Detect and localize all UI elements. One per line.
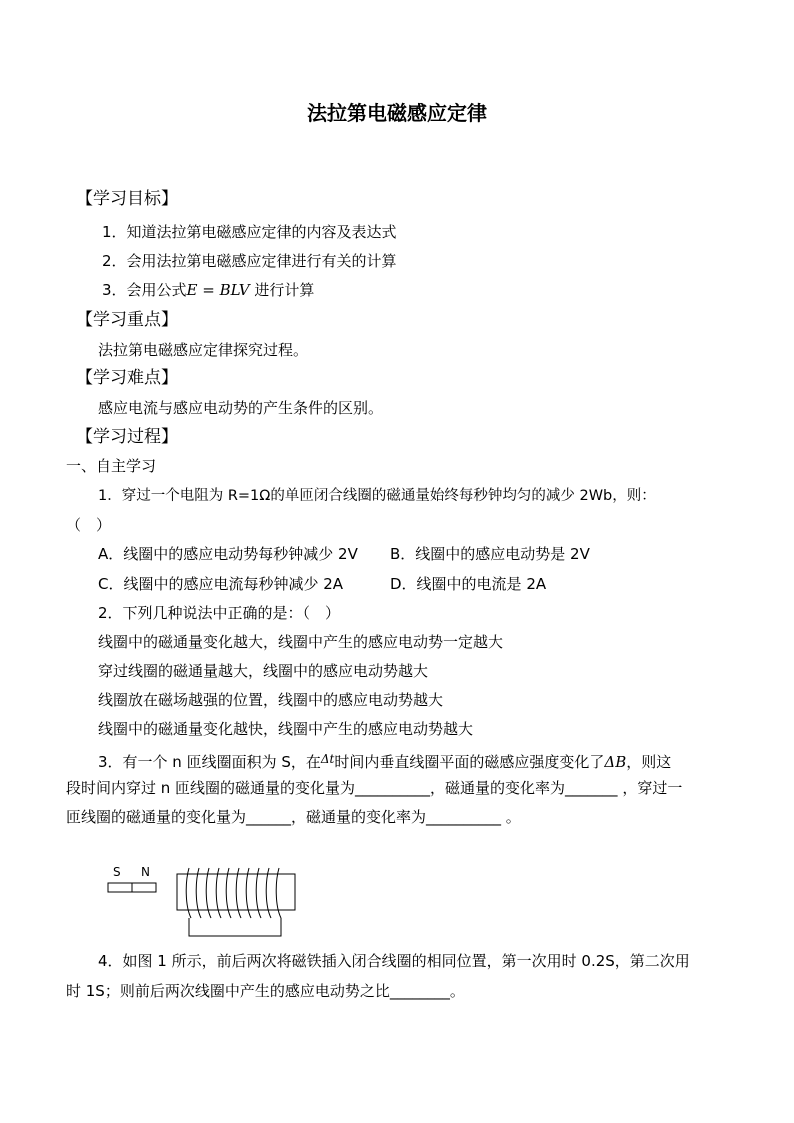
q3-text: ，则这 [626, 753, 672, 771]
delta-b: ΔB [604, 753, 627, 771]
q4-line1: 4．如图 1 所示，前后两次将磁铁插入闭合线圈的相同位置，第一次用时 0.2S，第二次用 [98, 952, 690, 970]
q2-option: 线圈中的磁通量变化越大，线圈中产生的感应电动势一定越大 [98, 633, 504, 651]
q2-option: 穿过线圈的磁通量越大，线圈中的感应电动势越大 [98, 662, 429, 680]
q2-option: 线圈中的磁通量变化越快，线圈中产生的感应电动势越大 [98, 720, 474, 738]
q2-option: 线圈放在磁场越强的位置，线圈中的感应电动势越大 [98, 691, 444, 709]
magnet-s-label: S [113, 865, 121, 879]
difficulty-text: 感应电流与感应电动势的产生条件的区别。 [98, 399, 384, 417]
goal-item: 1．知道法拉第电磁感应定律的内容及表达式 [102, 223, 397, 241]
coil-lead-wire [189, 918, 281, 936]
goal-item-formula [102, 280, 314, 300]
delta-t: Δt [320, 752, 335, 766]
goals-heading: 【学习目标】 [76, 189, 178, 209]
q1-option-c: C．线圈中的感应电流每秒钟减少 2A [98, 575, 344, 593]
magnet-n-label: N [141, 865, 150, 879]
difficulty-heading: 【学习难点】 [76, 368, 178, 388]
key-heading: 【学习重点】 [76, 310, 178, 330]
magnet-coil-figure [105, 862, 305, 942]
q4-line2: 时 1S；则前后两次线圈中产生的感应电动势之比________。 [66, 982, 465, 1000]
goal-item3-suffix: 进行计算 [254, 281, 315, 299]
q3-line1 [98, 749, 671, 772]
subsection-self-study: 一、自主学习 [66, 457, 157, 475]
process-heading: 【学习过程】 [76, 427, 178, 447]
q1-bracket: （ ） [66, 516, 112, 534]
page-title: 法拉第电磁感应定律 [307, 101, 487, 125]
q1-option-a: A．线圈中的感应电动势每秒钟减少 2V [98, 545, 358, 563]
key-text: 法拉第电磁感应定律探究过程。 [98, 341, 309, 359]
q3-line3: 匝线圈的磁通量的变化量为______，磁通量的变化率为__________ 。 [66, 808, 521, 826]
goal-item: 2．会用法拉第电磁感应定律进行有关的计算 [102, 252, 397, 270]
q1-option-d: D．线圈中的电流是 2A [390, 575, 547, 593]
goal-item3-prefix: 3．会用公式 [102, 281, 187, 299]
q1-option-b: B．线圈中的感应电动势是 2V [390, 545, 590, 563]
q3-text: 3．有一个 n 匝线圈面积为 S，在 [98, 753, 321, 771]
q2-stem: 2．下列几种说法中正确的是：（ ） [98, 604, 341, 622]
q1-stem: 1．穿过一个电阻为 R=1Ω的单匝闭合线圈的磁通量始终每秒钟均匀的减少 2Wb，则： [98, 488, 656, 504]
q3-line2: 段时间内穿过 n 匝线圈的磁通量的变化量为__________，磁通量的变化率为_______ ，穿过一 [66, 779, 683, 797]
formula-e-blv: E = BLV [186, 281, 250, 299]
q3-text: 时间内垂直线圈平面的磁感应强度变化了 [334, 753, 605, 771]
